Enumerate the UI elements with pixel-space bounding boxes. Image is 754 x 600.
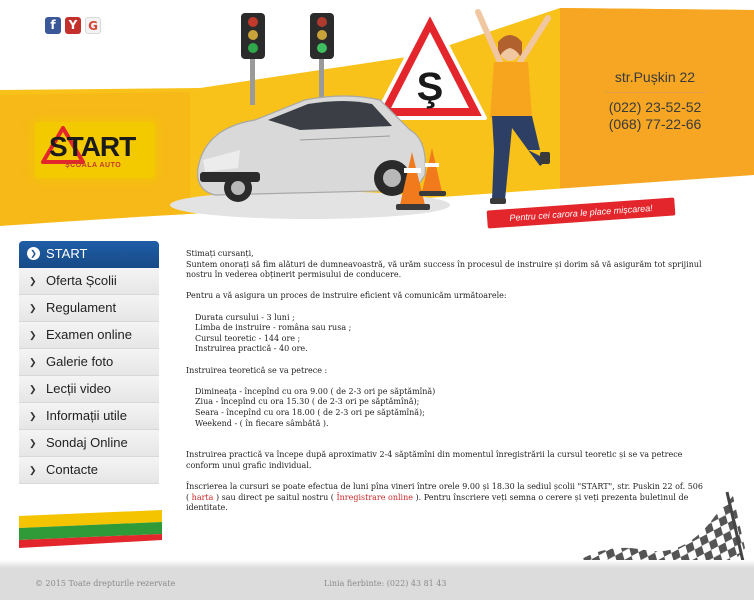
menu-item-regulament[interactable] — [19, 295, 159, 322]
logo-text: START — [49, 131, 136, 162]
facebook-icon[interactable]: f — [45, 17, 61, 34]
chevron-right-icon: ❯ — [29, 357, 37, 367]
chevron-right-icon: ❯ — [29, 276, 37, 286]
menu-item-examen[interactable] — [19, 322, 159, 349]
menu-item-label: Contacte — [46, 462, 99, 477]
menu-item-lectii[interactable] — [19, 376, 159, 403]
youtube-icon[interactable]: Y — [65, 17, 81, 34]
address-text: str.Pușkin 22 — [614, 69, 696, 85]
menu-item-galerie[interactable] — [19, 349, 159, 376]
chevron-right-icon: ❯ — [29, 438, 37, 448]
address-divider — [604, 92, 706, 93]
chevron-right-icon: ❯ — [29, 303, 37, 313]
svg-text:Ş: Ş — [416, 65, 444, 109]
fact-theory-hours: Cursul teoretic - 144 ore ; — [195, 333, 301, 343]
menu-item-informatii[interactable] — [19, 403, 159, 430]
intro-paragraph: Suntem onorați să fim alături de dumneavoastră, vă urăm success în procesul de instruire și dorim să vă asigurăm tot sprijinul nostru în vederea obținerit permisului de conducere. — [186, 259, 702, 280]
menu-item-sondaj[interactable] — [19, 430, 159, 457]
registration-text-1: Înscrierea la cursuri se poate efectua de luni pîna vineri între orele 9.00 și 18.30 la sediul școlii "START", str. Puskin 22 of. 506 ( — [186, 482, 703, 502]
registration-text-2: ) sau direct pe saitul nostru ( — [215, 492, 334, 502]
menu-item-label: Sondaj Online — [46, 435, 128, 450]
phone-number-1: (022) 23-52-52 — [608, 99, 702, 115]
schedule-morning: Dimineața - începînd cu ora 9.00 ( de 2-3 ori pe săptămînă) — [195, 386, 436, 396]
slogan-banner: Pentru cei carora le place mișcarea! — [487, 197, 676, 228]
map-link[interactable]: harta — [191, 492, 214, 502]
chevron-right-icon: ❯ — [29, 330, 37, 340]
menu-item-label: Galerie foto — [46, 354, 114, 369]
site-logo[interactable] — [35, 122, 155, 178]
fact-practice-hours: Instruirea practică - 40 ore. — [195, 344, 308, 354]
sidebar-color-stripes — [19, 510, 162, 550]
footer-shadow — [0, 560, 754, 568]
main-menu — [19, 241, 159, 484]
menu-item-oferta[interactable] — [19, 268, 159, 295]
copyright-text: © 2015 Toate drepturile rezervate — [35, 579, 176, 588]
google-icon[interactable]: G — [85, 17, 101, 34]
schedule-day: Ziua - începînd cu ora 15.30 ( de 2-3 ori pe săptămînă); — [195, 397, 420, 407]
chevron-right-icon: ❯ — [29, 384, 37, 394]
main-content — [186, 249, 708, 514]
theory-title: Instruirea teoretică se va petrece : — [186, 365, 328, 375]
logo-subtitle: ȘCOALA AUTO — [65, 162, 122, 169]
menu-item-label: Regulament — [46, 300, 117, 315]
fact-duration: Durata cursului - 3 luni ; — [195, 312, 295, 322]
chevron-right-icon: ❯ — [29, 465, 37, 475]
menu-item-label: START — [46, 246, 88, 261]
practice-paragraph: Instruirea practică va începe după aproximativ 2-4 săptămîni din momentul înregistrării la cursul teoretic și se va petrece conform unui grafic individual. — [186, 450, 683, 470]
schedule-weekend: Weekend - ( în fiecare sâmbătă ). — [195, 418, 329, 428]
menu-item-contacte[interactable] — [19, 457, 159, 484]
menu-item-label: Informații utile — [46, 408, 127, 423]
header-banner — [0, 0, 754, 236]
hotline-text: Linia fierbinte: (022) 43 81 43 — [324, 579, 447, 588]
purpose-paragraph: Pentru a vă asigura un proces de instruire eficient vă comunicăm următoarele: — [186, 291, 507, 301]
chevron-right-icon: ❯ — [29, 411, 37, 421]
menu-item-label: Lecții video — [46, 381, 112, 396]
online-registration-link[interactable]: Înregistrare online — [336, 492, 413, 502]
menu-item-label: Examen online — [46, 327, 132, 342]
schedule-evening: Seara - începînd cu ora 18.00 ( de 2-3 ori pe săptămînă); — [195, 407, 425, 417]
greeting-text: Stimați cursanți, — [186, 249, 254, 258]
phone-number-2: (068) 77-22-66 — [608, 116, 702, 132]
menu-item-label: Oferta Școlii — [46, 273, 117, 288]
registration-text-3: ). Pentru înscriere veți semna o cerere și veți prezenta buletinul de identitate. — [186, 492, 689, 513]
fact-language: Limba de instruire - româna sau rusa ; — [195, 323, 352, 333]
chevron-right-icon: ❯ — [27, 247, 40, 260]
menu-item-start[interactable] — [19, 241, 159, 268]
